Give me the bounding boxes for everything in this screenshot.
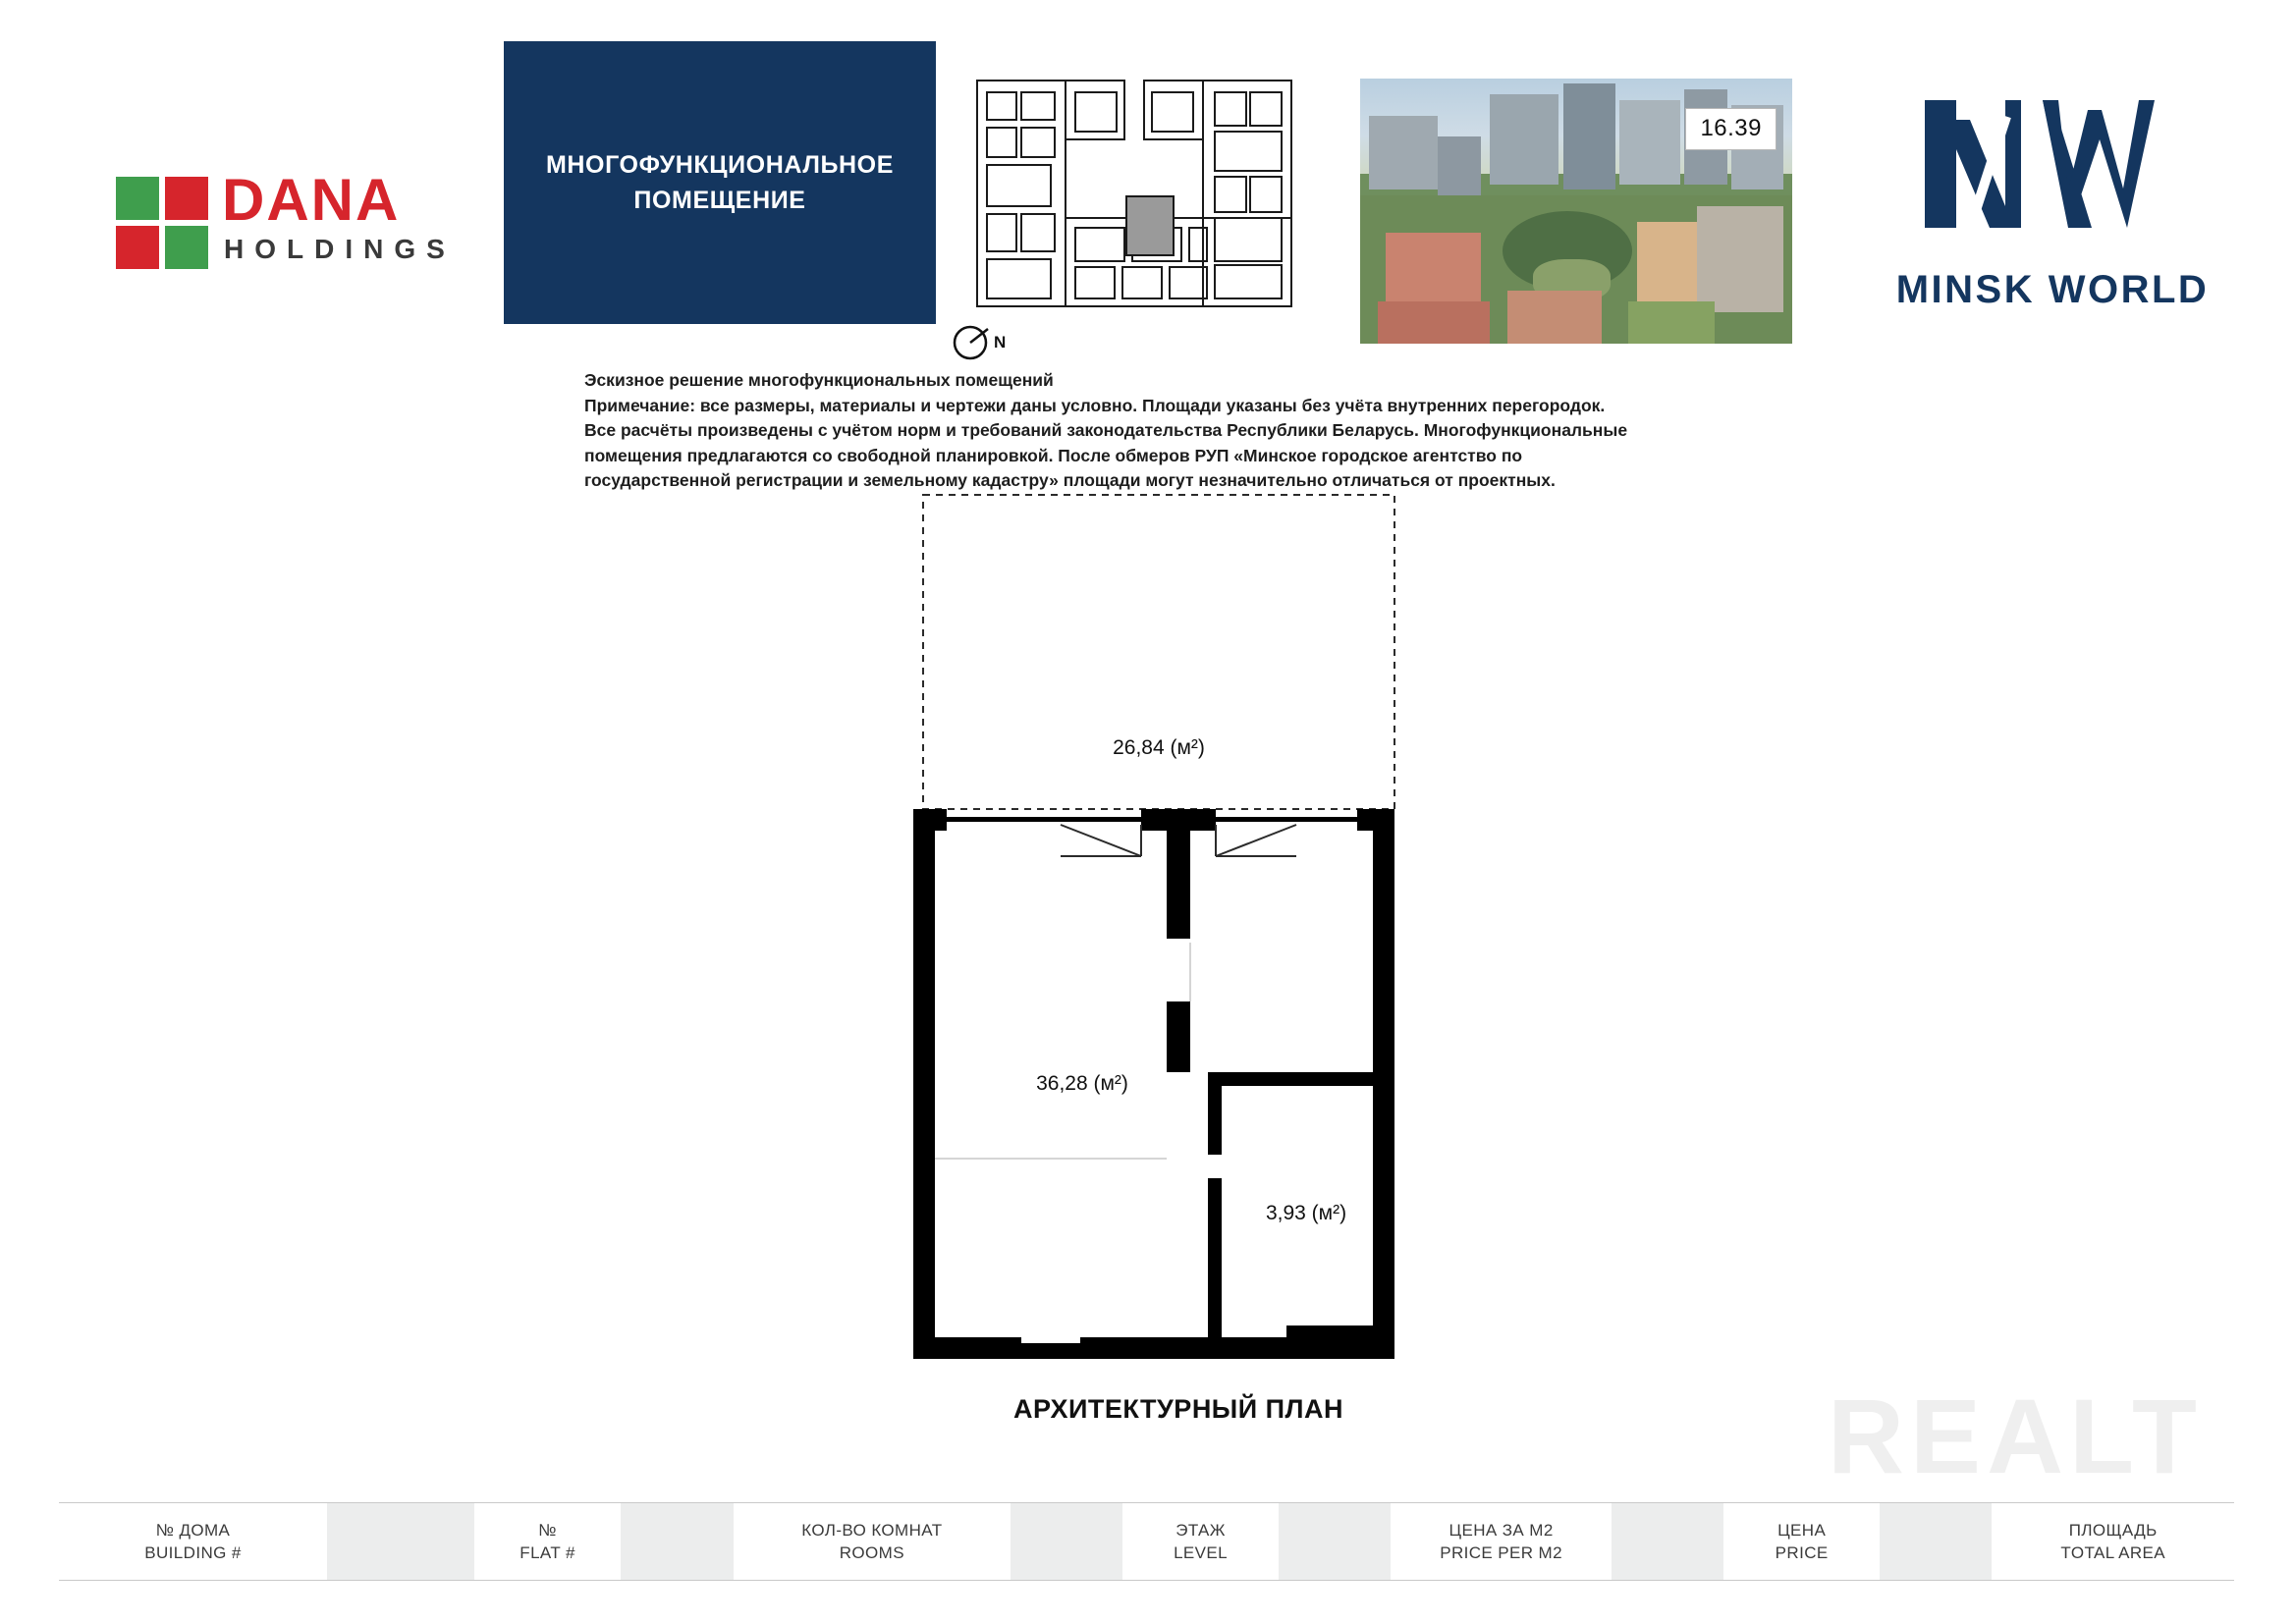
specs-table [59,1502,2234,1581]
table-label-building: № ДОМА BUILDING # [59,1503,327,1580]
table-label-level: ЭТАЖ LEVEL [1122,1503,1279,1580]
terrace-area-label: 26,84 (м²) [1113,736,1205,759]
table-value-price[interactable] [1880,1503,1993,1580]
title-line-1: МНОГОФУНКЦИОНАЛЬНОЕ [545,151,895,179]
key-plan-highlight-unit [1126,196,1174,255]
dana-squares-icon [116,177,210,271]
page-header [0,41,2296,352]
note-line-4: помещения предлагаются со свободной планировкой. После обмеров РУП «Минское городское агентство по [584,445,1523,465]
floor-number-badge: 16.39 [1685,108,1777,150]
table-value-building[interactable] [327,1503,474,1580]
note-line-2: Примечание: все размеры, материалы и чертежи даны условно. Площади указаны без учёта внутренних перегородок. [584,395,1606,415]
note-line-3: Все расчёты произведены с учётом норм и требований законодательства Республики Беларусь. Многофункциональные [584,420,1628,440]
document-title-block [504,41,936,324]
table-value-level[interactable] [1279,1503,1392,1580]
minsk-world-wordmark: MINSK WORLD [1895,268,2210,311]
compass-icon [951,321,1019,364]
realt-watermark: REALT [1828,1377,2203,1495]
note-line-5: государственной регистрации и земельному кадастру» площади могут незначительно отличаться от проектных. [584,470,1556,490]
minsk-world-logo [1895,81,2210,346]
main-area-label: 36,28 (м²) [1036,1072,1128,1095]
table-value-price-per-m2[interactable] [1612,1503,1724,1580]
aerial-render-photo [1360,79,1792,344]
architectural-floor-plan [913,491,1444,1375]
plan-caption: АРХИТЕКТУРНЫЙ ПЛАН [1012,1394,1344,1424]
note-line-1: Эскизное решение многофункциональных помещений [584,370,1054,390]
terrace-outline [923,495,1394,809]
table-label-flat: № FLAT # [474,1503,622,1580]
table-label-price: ЦЕНА PRICE [1723,1503,1880,1580]
dana-holdings-logo [116,169,479,277]
table-label-total-area: ПЛОЩАДЬ TOTAL AREA [1992,1503,2234,1580]
table-value-rooms[interactable] [1011,1503,1123,1580]
title-line-2: ПОМЕЩЕНИЕ [633,187,806,214]
compass-north-label: N [994,333,1007,352]
table-label-price-per-m2: ЦЕНА ЗА М2 PRICE PER M2 [1391,1503,1612,1580]
disclaimer-note [584,368,1733,494]
table-value-flat[interactable] [621,1503,734,1580]
key-plan-diagram [957,71,1311,316]
bathroom-area-label: 3,93 (м²) [1265,1202,1347,1224]
minsk-world-mark-icon [1895,81,2210,257]
table-label-rooms: КОЛ-ВО КОМНАТ ROOMS [734,1503,1011,1580]
dana-wordmark: DANA [222,167,401,233]
dana-subtitle: HOLDINGS [224,234,456,264]
